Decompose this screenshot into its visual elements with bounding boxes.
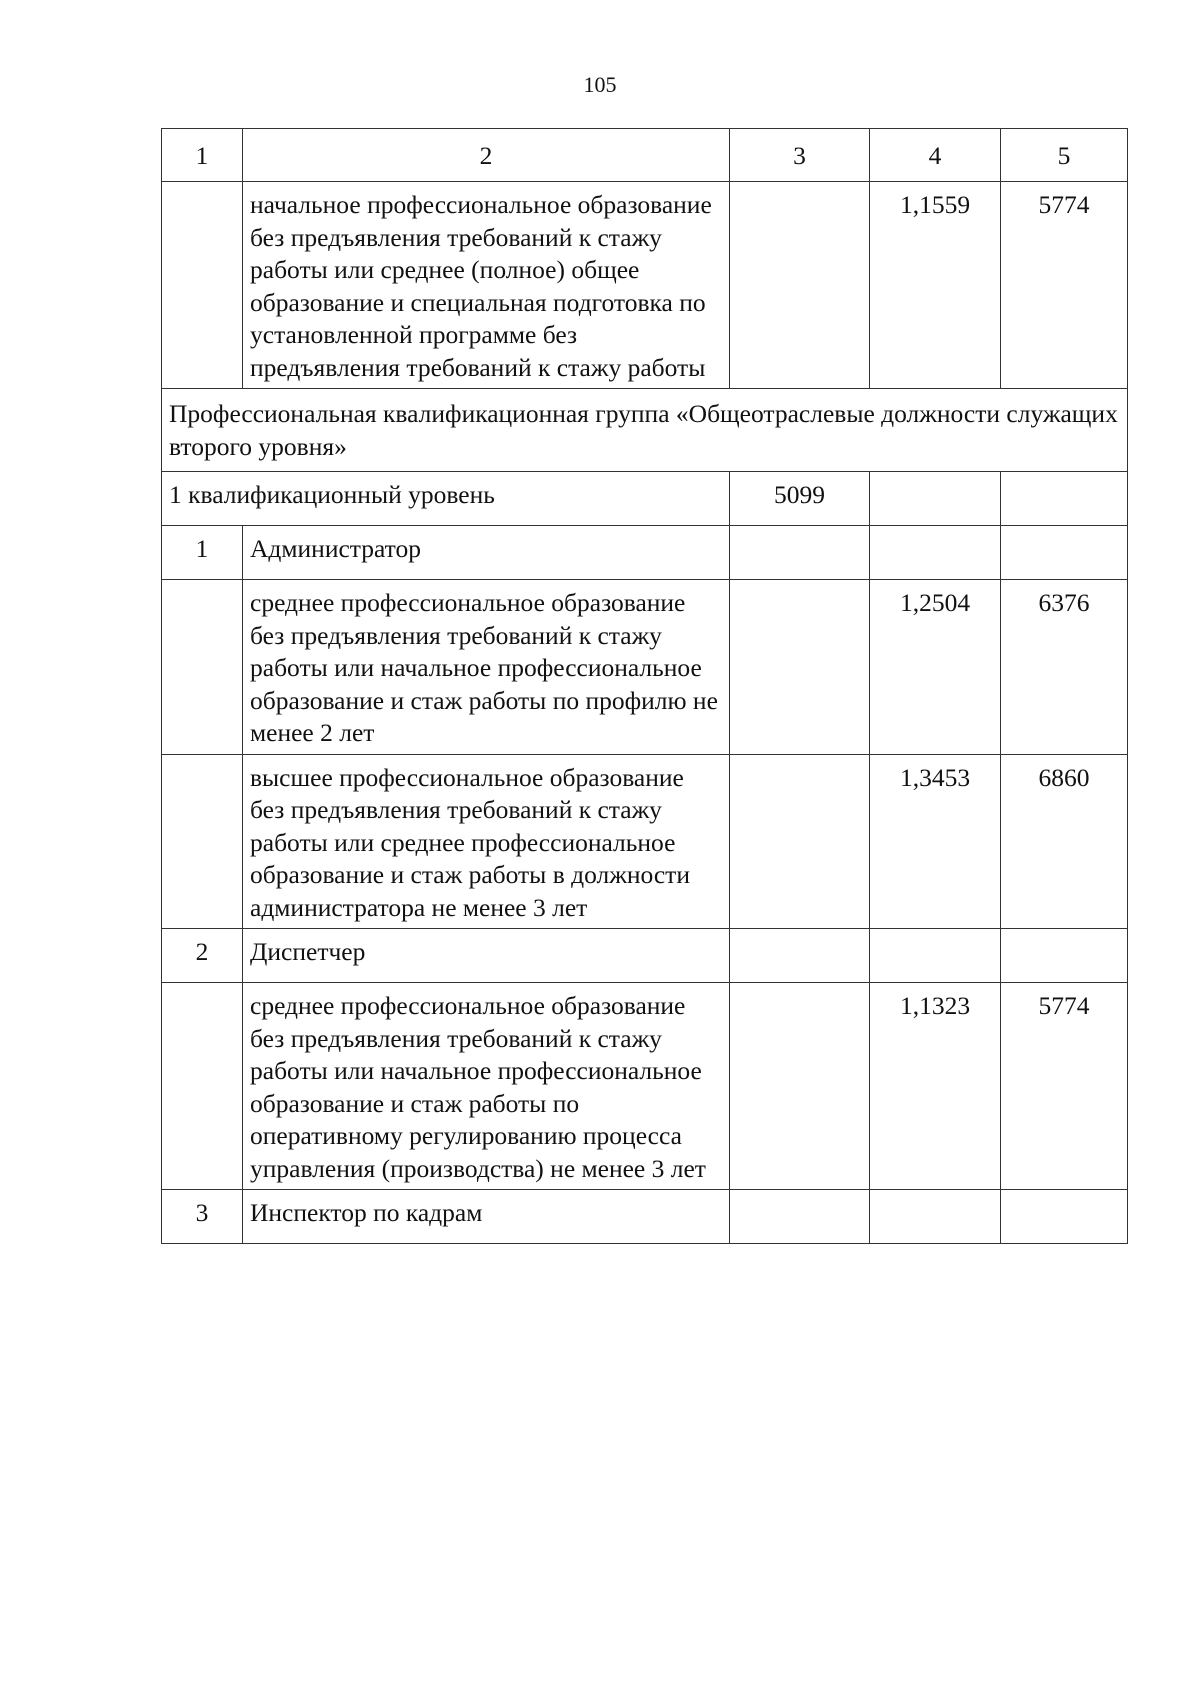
row-number-cell	[162, 182, 243, 389]
coefficient-cell	[870, 472, 1001, 526]
table-row	[162, 754, 1128, 929]
salary-cell: 6376	[1001, 580, 1128, 755]
requirement-cell: среднее профессиональное образование без предъявления требований к стажу работы или начальное профессиональное образование и стаж работы по профилю не менее 2 лет	[243, 580, 730, 755]
header-cell-1: 1	[162, 129, 243, 182]
salary-cell	[1001, 526, 1128, 580]
table-row	[162, 929, 1128, 983]
position-cell: Инспектор по кадрам	[243, 1190, 730, 1244]
qualification-level-row	[162, 472, 1128, 526]
salary-cell	[1001, 929, 1128, 983]
table-row	[162, 983, 1128, 1190]
group-heading-cell: Профессиональная квалификационная группа «Общеотраслевые должности служащих второго уровня»	[162, 389, 1128, 472]
salary-cell: 5774	[1001, 983, 1128, 1190]
position-cell: Администратор	[243, 526, 730, 580]
base-salary-cell: 5099	[730, 472, 870, 526]
table-header-row	[162, 129, 1128, 182]
coefficient-cell: 1,2504	[870, 580, 1001, 755]
salary-cell	[1001, 472, 1128, 526]
table-row	[162, 580, 1128, 755]
header-cell-2: 2	[243, 129, 730, 182]
salary-cell: 6860	[1001, 754, 1128, 929]
coefficient-cell	[870, 1190, 1001, 1244]
header-cell-5: 5	[1001, 129, 1128, 182]
row-number-cell: 1	[162, 526, 243, 580]
salary-cell	[1001, 1190, 1128, 1244]
header-cell-4: 4	[870, 129, 1001, 182]
coefficient-cell	[870, 526, 1001, 580]
header-cell-3: 3	[730, 129, 870, 182]
base-salary-cell	[730, 526, 870, 580]
requirement-cell: начальное профессиональное образование без предъявления требований к стажу работы или среднее (полное) общее образование и специальная подготовка по установленной программе без предъявления требований к стажу работы	[243, 182, 730, 389]
base-salary-cell	[730, 754, 870, 929]
requirement-cell: среднее профессиональное образование без предъявления требований к стажу работы или начальное профессиональное образование и стаж работы по оперативному регулированию процесса управления (производства) не менее 3 лет	[243, 983, 730, 1190]
group-heading-row	[162, 389, 1128, 472]
base-salary-cell	[730, 1190, 870, 1244]
table-row	[162, 182, 1128, 389]
table-row	[162, 1190, 1128, 1244]
table-row	[162, 526, 1128, 580]
row-number-cell: 2	[162, 929, 243, 983]
coefficient-cell: 1,3453	[870, 754, 1001, 929]
position-cell: Диспетчер	[243, 929, 730, 983]
row-number-cell	[162, 983, 243, 1190]
base-salary-cell	[730, 580, 870, 755]
base-salary-cell	[730, 182, 870, 389]
salary-cell: 5774	[1001, 182, 1128, 389]
base-salary-cell	[730, 929, 870, 983]
requirement-cell: высшее профессиональное образование без предъявления требований к стажу работы или среднее профессиональное образование и стаж работы в должности администратора не менее 3 лет	[243, 754, 730, 929]
base-salary-cell	[730, 983, 870, 1190]
coefficient-cell	[870, 929, 1001, 983]
row-number-cell	[162, 754, 243, 929]
row-number-cell	[162, 580, 243, 755]
coefficient-cell: 1,1559	[870, 182, 1001, 389]
qualification-table	[161, 128, 1128, 1244]
coefficient-cell: 1,1323	[870, 983, 1001, 1190]
qualification-level-cell: 1 квалификационный уровень	[162, 472, 730, 526]
row-number-cell: 3	[162, 1190, 243, 1244]
page-number: 105	[583, 72, 617, 97]
